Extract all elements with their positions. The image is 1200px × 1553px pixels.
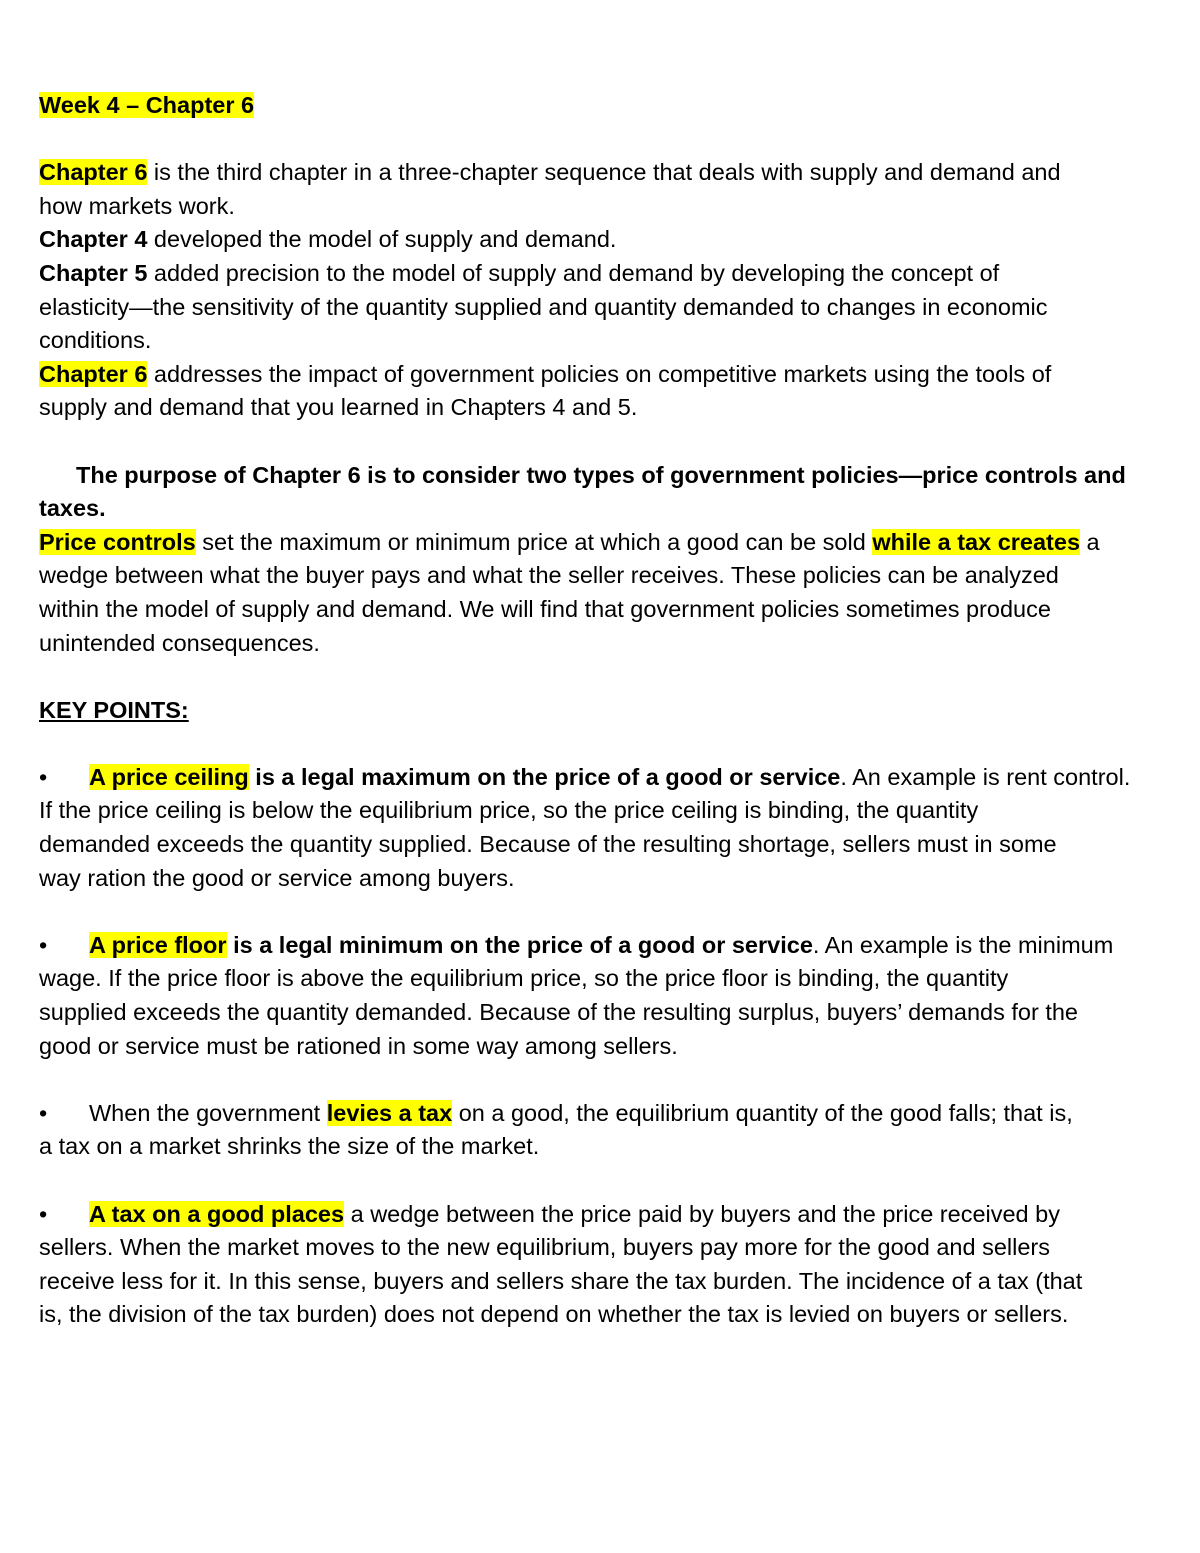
bullet-item (39, 761, 1161, 795)
bullet-line (39, 1298, 1161, 1332)
intro-text: conditions. (39, 327, 152, 354)
bullet-item (39, 1198, 1161, 1232)
purpose-heading (39, 459, 1161, 493)
bullet-line (39, 794, 1161, 828)
bullet-line (39, 1265, 1161, 1299)
bullet-text: sellers. When the market moves to the new equilibrium, buyers pay more for the good and sellers (39, 1234, 1050, 1261)
purpose-line (39, 627, 1161, 661)
price-ceiling-label: A price ceiling (89, 763, 249, 790)
bullet-item (39, 1097, 1161, 1131)
bullet-text: good or service must be rationed in some way among sellers. (39, 1032, 678, 1059)
purpose-line (39, 593, 1161, 627)
key-points-heading: KEY POINTS: (39, 696, 189, 723)
intro-line (39, 190, 1161, 224)
bullet-text: If the price ceiling is below the equilibrium price, so the price ceiling is binding, the quantity (39, 797, 979, 824)
intro-text: how markets work. (39, 192, 235, 219)
bullet-text: is, the division of the tax burden) does not depend on whether the tax is levied on buyers or sellers. (39, 1301, 1069, 1328)
purpose-line (39, 559, 1161, 593)
bullet-bold-text: is a legal minimum on the price of a good or service (226, 931, 813, 958)
chapter-label: Chapter 5 (39, 259, 148, 286)
intro-line (39, 391, 1161, 425)
bullet-text: a tax on a market shrinks the size of the market. (39, 1133, 540, 1160)
purpose-text: wedge between what the buyer pays and what the seller receives. These policies can be analyzed (39, 562, 1059, 589)
intro-line (39, 358, 1161, 392)
intro-text: developed the model of supply and demand. (147, 226, 617, 253)
purpose-heading-cont (39, 492, 1161, 526)
bullet-line (39, 1130, 1161, 1164)
intro-text: addresses the impact of government policies on competitive markets using the tools of (147, 360, 1052, 387)
purpose-text: a (1080, 528, 1100, 555)
bullet-icon: • (39, 1099, 48, 1126)
chapter-label: Chapter 6 (39, 360, 148, 387)
purpose-text: set the maximum or minimum price at which a good can be sold (195, 528, 873, 555)
intro-text: elasticity—the sensitivity of the quantity supplied and quantity demanded to changes in economic (39, 293, 1048, 320)
intro-line (39, 324, 1161, 358)
bullet-bold-text: is a legal maximum on the price of a good or service (248, 763, 841, 790)
bullet-icon: • (39, 931, 48, 958)
intro-line (39, 257, 1161, 291)
purpose-text: The purpose of Chapter 6 is to consider two types of government policies—price controls and (76, 461, 1126, 488)
bullet-text: wage. If the price floor is above the equilibrium price, so the price floor is binding, the quantity (39, 965, 1009, 992)
bullet-text: receive less for it. In this sense, buyers and sellers share the tax burden. The incidence of a tax (that (39, 1267, 1083, 1294)
tax-creates-label: while a tax creates (872, 528, 1081, 555)
intro-text: supply and demand that you learned in Chapters 4 and 5. (39, 394, 638, 421)
chapter-label: Chapter 4 (39, 226, 148, 253)
bullet-text: demanded exceeds the quantity supplied. Because of the resulting shortage, sellers must in some (39, 831, 1057, 858)
tax-on-good-label: A tax on a good places (89, 1200, 345, 1227)
bullet-icon: • (39, 1200, 48, 1227)
purpose-text: taxes. (39, 495, 106, 522)
price-controls-label: Price controls (39, 528, 196, 555)
bullet-item (39, 929, 1161, 963)
bullet-text: . An example is the minimum (812, 931, 1114, 958)
intro-line (39, 291, 1161, 325)
purpose-text: unintended consequences. (39, 629, 320, 656)
bullet-line (39, 828, 1161, 862)
purpose-text: within the model of supply and demand. We will find that government policies sometimes produce (39, 595, 1051, 622)
purpose-line (39, 526, 1161, 560)
bullet-text: a wedge between the price paid by buyers and the price received by (344, 1200, 1060, 1227)
price-floor-label: A price floor (89, 931, 227, 958)
document-body (39, 89, 1161, 1332)
bullet-text: way ration the good or service among buyers. (39, 864, 515, 891)
bullet-line (39, 1030, 1161, 1064)
key-points-heading-line (39, 694, 1161, 728)
intro-text: added precision to the model of supply and demand by developing the concept of (147, 259, 1000, 286)
title-line (39, 89, 1161, 123)
bullet-line (39, 996, 1161, 1030)
intro-line (39, 156, 1161, 190)
page-title: Week 4 – Chapter 6 (39, 92, 255, 118)
bullet-line (39, 1231, 1161, 1265)
bullet-line (39, 962, 1161, 996)
intro-line (39, 223, 1161, 257)
bullet-text: on a good, the equilibrium quantity of the good falls; that is, (452, 1099, 1073, 1126)
levies-tax-label: levies a tax (326, 1099, 453, 1126)
bullet-text: supplied exceeds the quantity demanded. Because of the resulting surplus, buyers’ demands for the (39, 999, 1078, 1026)
intro-text: is the third chapter in a three-chapter sequence that deals with supply and demand and (147, 159, 1061, 186)
bullet-text: When the government (89, 1099, 327, 1126)
chapter-label: Chapter 6 (39, 159, 148, 186)
bullet-text: . An example is rent control. (840, 763, 1131, 790)
bullet-icon: • (39, 763, 48, 790)
bullet-line (39, 862, 1161, 896)
